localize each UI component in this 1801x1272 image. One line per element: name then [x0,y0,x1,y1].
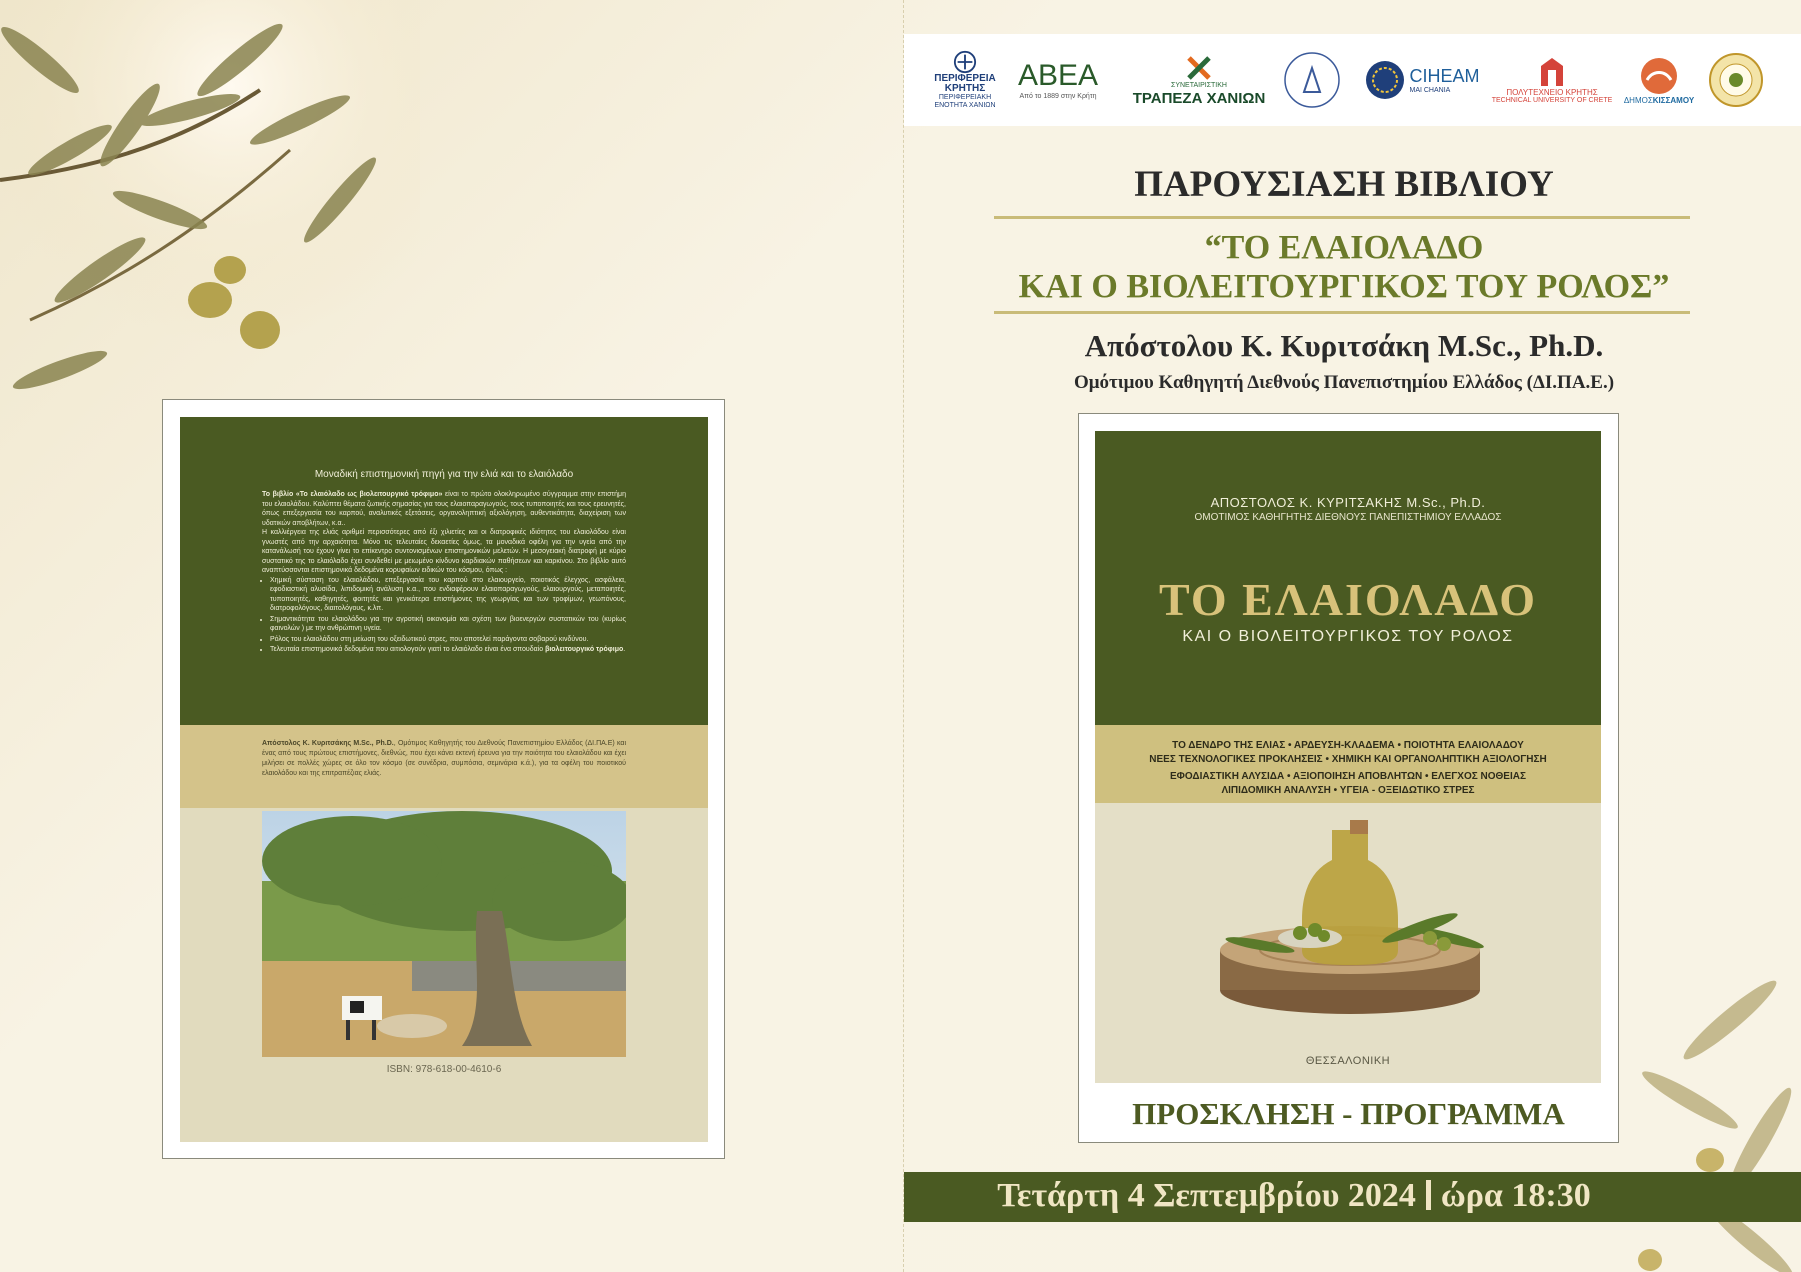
emblem-icon [952,50,978,74]
front-cover-top [1095,431,1601,725]
olive-branch-illustration [0,0,420,430]
back-cover-body [262,490,626,655]
cover-author: ΑΠΟΣΤΟΛΟΣ Κ. ΚΥΡΙΤΣΑΚΗΣ M.Sc., Ph.D. [1210,495,1486,510]
polytechnic-emblem-icon [1537,56,1567,88]
book-title-quote [994,228,1694,306]
logo-municipality-platanias [1704,50,1768,110]
cover-subtitle: ΚΑΙ Ο ΒΙΟΛΕΙΤΟΥΡΓΙΚΟΣ ΤΟΥ ΡΟΛΟΣ [1182,628,1514,645]
paragraph-2: Η καλλιέργεια της ελιάς αριθμεί περισσότερες από έξι χιλιετίες και οι διατροφικές ιδιότητες του ελαιολάδου είναι γνωστές από την αρχαιότητα. Μόνο τις τελευταίες δεκαετίες όμως, τα μοναδικά οφέλη για την υγεία από την κατανάλωσή του έχουν γίνει το επίκεντρο συντονισμένων επιστημονικών μελετών. Η μεσογειακή διατροφή με κύριο συστατικό της το ελαιόλαδο έχει συνδεθεί με μειωμένο κίνδυνο καρδιακών παθήσεων και καρκίνου. Στο βιβλίο αυτό αναπτύσσονται επιστημονικά δεδομένα κορυφαίων ειδικών του κόσμου, όπως : [262,529,626,574]
bullet-item: • Τελευταία επιστημονικά δεδομένα που αιτιολογούν γιατί το ελαιόλαδο είναι ένα σπουδαίο βιολειτουργικό τρόφιμο. [270,645,626,655]
author-name: Απόστολου Κ. Κυριτσάκη M.Sc., Ph.D. [1084,328,1604,363]
logo-kissamos: ΔΗΜΟΣΚΙΣΣΑΜΟΥ [1624,50,1694,110]
topic-line: ΕΦΟΔΙΑΣΤΙΚΗ ΑΛΥΣΙΔΑ • ΑΞΙΟΠΟΙΗΣΗ ΑΠΟΒΛΗΤΩΝ • ΕΛΕΓΧΟΣ ΝΟΘΕΙΑΣ [1170,771,1526,782]
sponsor-logo-strip [904,34,1801,126]
book-title-line-2: ΚΑΙ Ο ΒΙΟΛΕΙΤΟΥΡΓΙΚΟΣ ΤΟΥ ΡΟΛΟΣ” [1018,268,1670,305]
olive-oil-bottle-illustration [1200,820,1520,1035]
topic-line: ΤΟ ΔΕΝΔΡΟ ΤΗΣ ΕΛΙΑΣ • ΑΡΔΕΥΣΗ-ΚΛΑΔΕΜΑ • ΠΟΙΟΤΗΤΑ ΕΛΑΙΟΛΑΔΟΥ [1172,740,1524,751]
date-separator [1426,1180,1431,1210]
author-affiliation: Ομότιμου Καθηγητή Διεθνούς Πανεπιστημίου Ελλάδος (ΔΙ.ΠΑ.Ε.) [1073,372,1615,393]
cover-affiliation: ΟΜΟΤΙΜΟΣ ΚΑΘΗΓΗΤΗΣ ΔΙΕΘΝΟΥΣ ΠΑΝΕΠΙΣΤΗΜΙΟΥ ΕΛΛΑΔΟΣ [1194,512,1502,523]
logo-abea: ΑΒΕΑ Από το 1889 στην Κρήτη [1017,59,1099,100]
divider-bottom [994,311,1690,314]
cover-title: ΤΟ ΕΛΑΙΟΛΑΔΟ [1158,574,1538,625]
kissamos-emblem-icon [1639,56,1679,96]
event-title: ΠΑΡΟΥΣΙΑΣΗ ΒΙΒΛΙΟΥ [1134,164,1554,205]
intro-bold: Το βιβλίο «Το ελαιόλαδο ως βιολειτουργικό τρόφιμο» [262,491,443,498]
logo-ciheam: CIHEAM MAI CHANIA [1362,50,1482,110]
event-date: Τετάρτη 4 Σεπτεμβρίου 2024 [997,1177,1416,1214]
book-title-line-1: “ΤΟ ΕΛΑΙΟΛΑΔΟ [1204,229,1484,266]
municipality-seal-icon [1282,50,1342,110]
back-cover-heading: Μοναδική επιστημονική πηγή για την ελιά και το ελαιόλαδο [314,469,574,480]
bullet-item: • Ρόλος του ελαιολάδου στη μείωση του οξειδωτικού στρες, που αποτελεί παράγοντα σοβαρού κινδύνου. [270,635,626,645]
ciheam-emblem-icon [1364,59,1406,101]
logo-polytechnic-crete: ΠΟΛΥΤΕΧΝΕΙΟ ΚΡΗΤΗΣ TECHNICAL UNIVERSITY OF CRETE [1484,50,1620,110]
platanias-seal-icon [1708,52,1764,108]
logo-bank-chania: ΣΥΝΕΤΑΙΡΙΣΤΙΚΗ ΤΡΑΠΕΖΑ ΧΑΝΙΩΝ [1124,50,1274,110]
publisher-city: ΘΕΣΣΑΛΟΝΙΚΗ [1305,1055,1391,1067]
topic-line: ΝΕΕΣ ΤΕΧΝΟΛΟΓΙΚΕΣ ΠΡΟΚΛΗΣΕΙΣ • ΧΗΜΙΚΗ ΚΑΙ ΟΡΓΑΝΟΛΗΠΤΙΚΗ ΑΞΙΟΛΟΓΗΣΗ [1149,754,1547,765]
divider-top [994,216,1690,219]
event-date-time [904,1177,1684,1215]
invitation-heading: ΠΡΟΣΚΛΗΣΗ - ΠΡΟΓΡΑΜΜΑ [1132,1096,1565,1131]
event-time: ώρα 18:30 [1440,1177,1591,1214]
bullet-item: • Σημαντικότητα του ελαιολάδου για την αγροτική οικονομία και σχέση των βιοενεργών συστατικών του (κυρίως φαινολών ) με την ανθρώπινη υγεία. [270,615,626,634]
intro-text: είναι το πρώτο ολοκληρωμένο σύγγραμμα στην επιστήμη του ελαιολάδου. Καλύπτει θέματα ζωτικής σημασίας για τους ελαιοπαραγωγούς, τους τυποποιητές και τους ερευνητές, όπως επεξεργασία του καρπού, αναλυτικές εξετάσεις, οργανοληπτική αξιολόγηση, αυθεντικότητα, διαχείριση των υδατικών αποβλήτων, κ.α.. [262,491,626,527]
cover-topics [1095,725,1601,803]
x-mark-icon [1185,54,1213,82]
back-cover-description [180,417,708,725]
topic-line: ΛΙΠΙΔΟΜΙΚΗ ΑΝΑΛΥΣΗ • ΥΓΕΙΑ - ΟΞΕΙΔΩΤΙΚΟ ΣΤΡΕΣ [1221,785,1475,796]
olive-tree-photo [262,811,626,1057]
fold-line [903,0,904,1272]
bio-text: , Ομότιμος Καθηγητής του Διεθνούς Πανεπιστημίου Ελλάδος (ΔΙ.ΠΑ.Ε) και ένας από τους πρώτους επιστήμονες, διεθνώς, που έχει κάνει εκτενή έρευνα για την ποιότητα του ελαιολάδου και έχει μιλήσει σε πολλές χώρες σε όλο τον κόσμο (σε συνέδρια, συμπόσια, σεμινάρια κ.ά.), για τα οφέλη του ποιοτικού ελαιολάδου και της επιτραπέζιας ελιάς. [262,740,626,777]
logo-municipality-chania [1280,50,1344,110]
logo-periferia-kritis: ΠΕΡΙΦΕΡΕΙΑ ΚΡΗΤΗΣ ΠΕΡΙΦΕΡΕΙΑΚΗ ΕΝΟΤΗΤΑ ΧΑΝΙΩΝ [930,50,1000,110]
isbn: ISBN: 978-618-00-4610-6 [386,1064,502,1075]
bullet-item: • Χημική σύσταση του ελαιολάδου, επεξεργασία του καρπού στο ελαιουργείο, ποιοτικός έλεγχος, ασφάλεια, εφοδιαστική αλυσίδα, λιπιδομική ανάλυση κ.α., που ενδιαφέρουν ελαιοπαραγωγούς, ελαιουργούς, μεταποιητές, τυποποιητές, καθηγητές, φοιτητές και γενικότερα επιστήμονες της γεωργίας και των τροφίμων, γεωπόνους, διατροφολόγους, διαιτολόγους, κ.λπ. [270,576,626,614]
bio-author-name: Απόστολος Κ. Κυριτσάκης M.Sc., Ph.D. [262,740,394,747]
author-bio [180,725,708,808]
olive-branch-illustration-bottom [1610,960,1801,1272]
